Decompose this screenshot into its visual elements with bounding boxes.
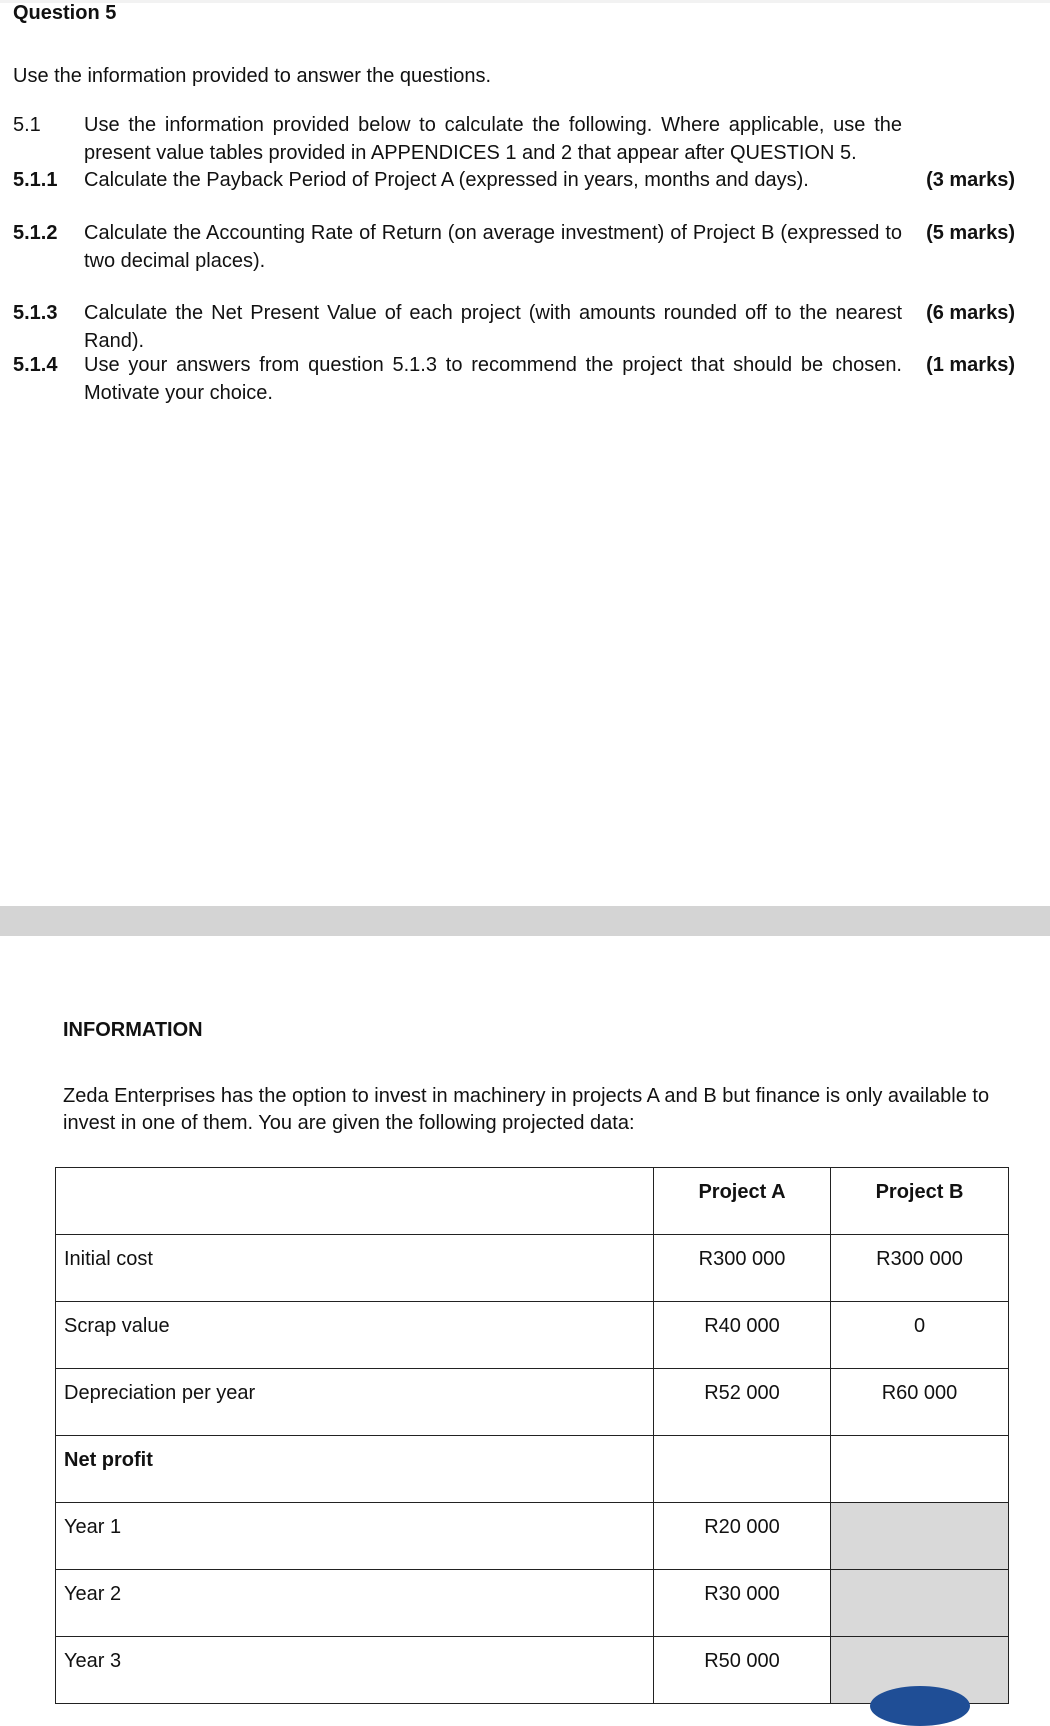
question-text: Calculate the Payback Period of Project A (expressed in years, months and days). <box>84 169 809 191</box>
question-number: 5.1.3 <box>13 302 58 324</box>
question-title: Question 5 <box>13 2 117 24</box>
page-separator <box>0 906 1050 936</box>
question-intro: Use the information provided to answer the questions. <box>13 65 492 87</box>
project-a-value: R40 000 <box>654 1302 831 1369</box>
project-a-value: R30 000 <box>654 1570 831 1637</box>
project-b-value: R60 000 <box>831 1369 1009 1436</box>
question-text: Calculate the Accounting Rate of Return (on average investment) of Project B (expressed to two decimal places). <box>84 222 902 272</box>
project-b-value: R300 000 <box>831 1235 1009 1302</box>
question-number: 5.1.1 <box>13 169 58 191</box>
project-b-value <box>831 1436 1009 1503</box>
project-b-value <box>831 1503 1009 1570</box>
question-number: 5.1.2 <box>13 222 58 244</box>
row-label: Year 2 <box>56 1570 654 1637</box>
table-row <box>56 1302 1009 1369</box>
project-a-value: R20 000 <box>654 1503 831 1570</box>
row-label: Net profit <box>56 1436 654 1503</box>
question-text: Calculate the Net Present Value of each project (with amounts rounded off to the nearest Rand). <box>84 302 902 352</box>
project-a-value <box>654 1436 831 1503</box>
project-b-value <box>831 1570 1009 1637</box>
table-header-project-b: Project B <box>831 1168 1009 1235</box>
question-text: Use your answers from question 5.1.3 to recommend the project that should be chosen. Motivate your choice. <box>84 354 902 404</box>
table-header-project-a: Project A <box>654 1168 831 1235</box>
question-text: Use the information provided below to calculate the following. Where applicable, use the present value tables provided in APPENDICES 1 and 2 that appear after QUESTION 5. <box>84 114 902 164</box>
question-marks: (3 marks) <box>926 169 1015 191</box>
row-label: Depreciation per year <box>56 1369 654 1436</box>
row-label: Initial cost <box>56 1235 654 1302</box>
page-top-border <box>0 0 1050 3</box>
floating-overlay-shape <box>870 1686 970 1726</box>
project-a-value: R300 000 <box>654 1235 831 1302</box>
project-b-value: 0 <box>831 1302 1009 1369</box>
project-a-value: R52 000 <box>654 1369 831 1436</box>
project-a-value: R50 000 <box>654 1637 831 1704</box>
row-label: Year 3 <box>56 1637 654 1704</box>
question-number: 5.1 <box>13 114 41 136</box>
question-marks: (5 marks) <box>926 222 1015 244</box>
information-heading: INFORMATION <box>63 1019 203 1041</box>
question-marks: (1 marks) <box>926 354 1015 376</box>
row-label: Year 1 <box>56 1503 654 1570</box>
table-header-row <box>56 1168 1009 1235</box>
question-marks: (6 marks) <box>926 302 1015 324</box>
table-row <box>56 1570 1009 1637</box>
table-header-cell <box>56 1168 654 1235</box>
row-label: Scrap value <box>56 1302 654 1369</box>
table-row <box>56 1436 1009 1503</box>
table-row <box>56 1637 1009 1704</box>
projected-data-table <box>55 1167 1009 1704</box>
information-paragraph: Zeda Enterprises has the option to invest in machinery in projects A and B but finance is only available to invest in one of them. You are given the following projected data: <box>63 1085 990 1134</box>
question-number: 5.1.4 <box>13 354 58 376</box>
table-row <box>56 1235 1009 1302</box>
table-row <box>56 1503 1009 1570</box>
table-row <box>56 1369 1009 1436</box>
